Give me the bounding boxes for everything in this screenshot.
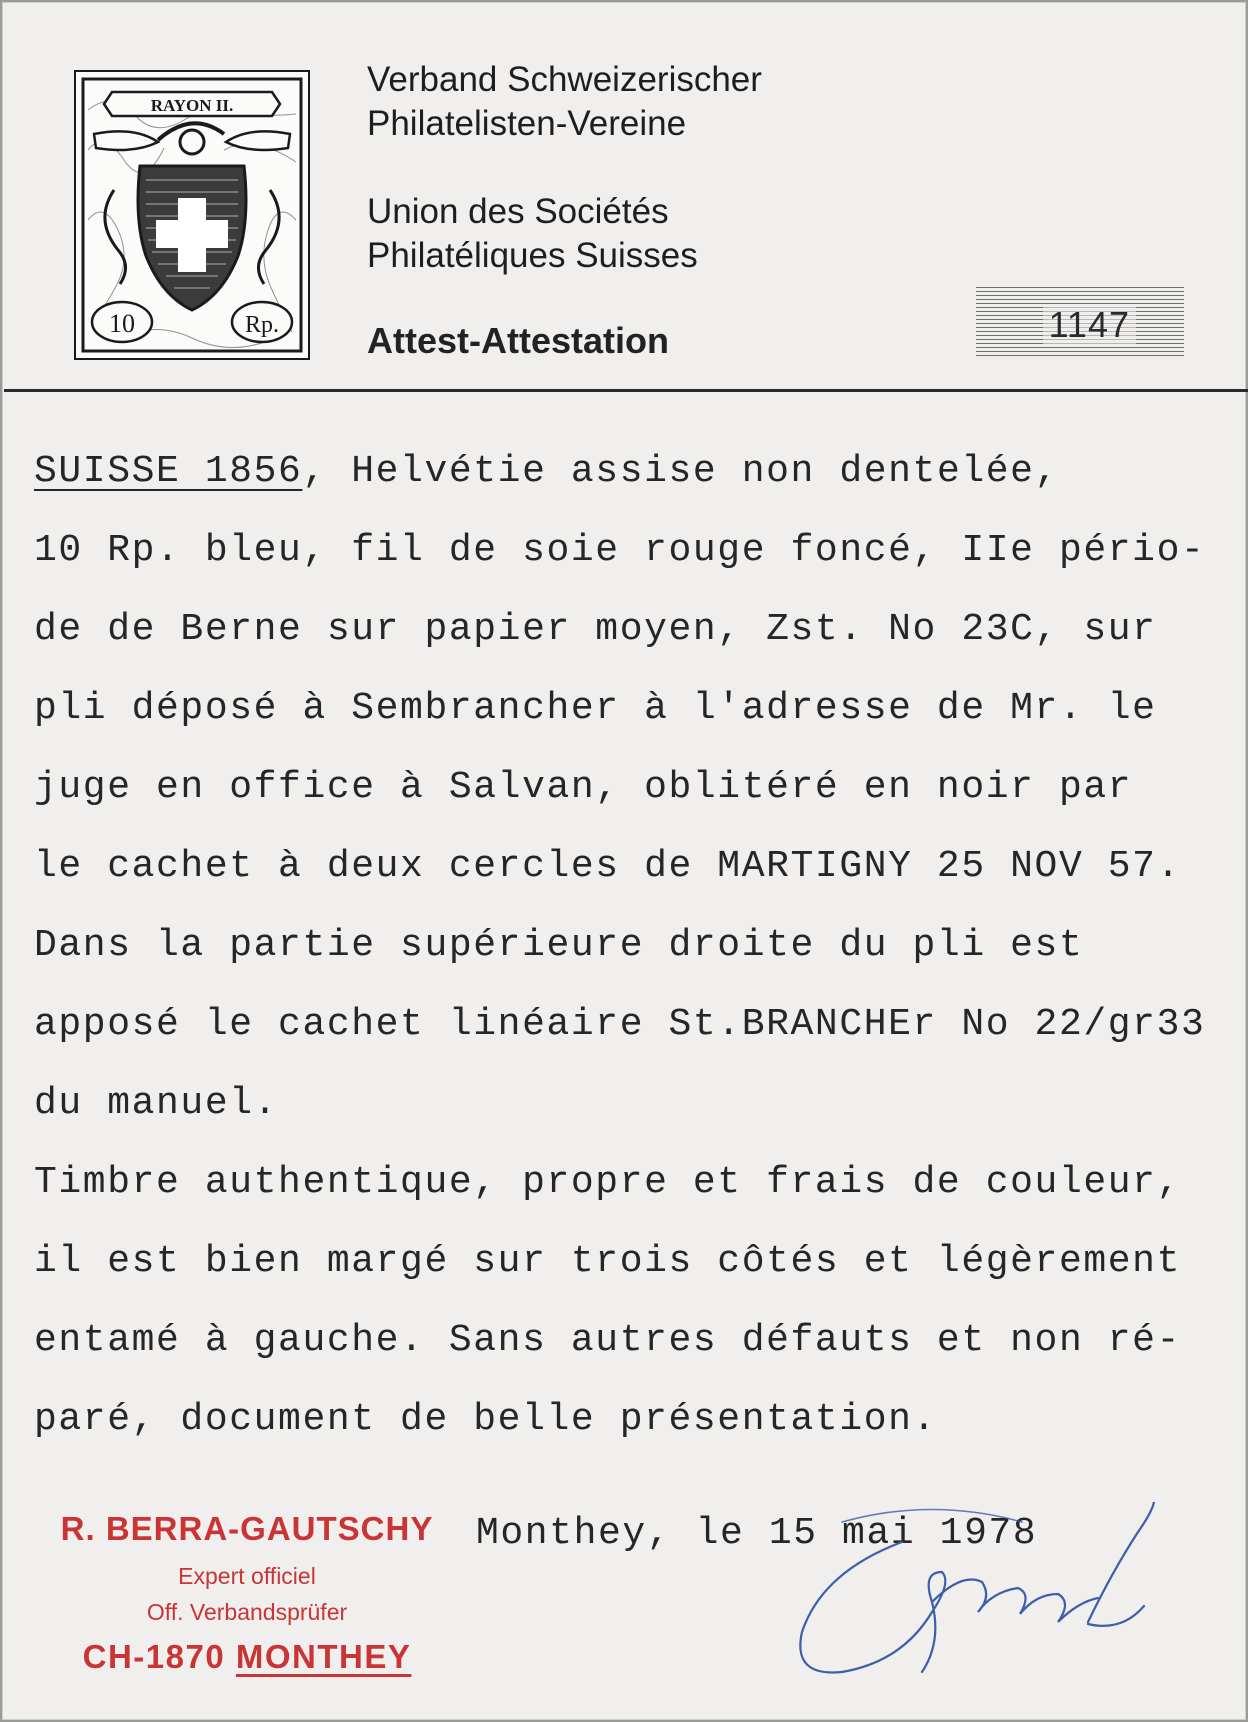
expert-title-1: Expert officiel [178, 1563, 316, 1589]
org-de-line1: Verband Schweizerischer [367, 60, 762, 99]
expert-stamp [32, 1510, 462, 1676]
rayon-stamp-image [74, 70, 310, 360]
body-line: de de Berne sur papier moyen, Zst. No 23C, sur [34, 608, 1157, 651]
certificate-number-box [976, 284, 1184, 356]
body-line: le cachet à deux cercles de MARTIGNY 25 NOV 57. [34, 845, 1181, 888]
stamp-top-label: RAYON II. [150, 96, 234, 115]
expert-address [32, 1638, 462, 1676]
body-line: juge en office à Salvan, oblitéré en noir par [34, 766, 1133, 809]
body-line: du manuel. [34, 1082, 279, 1125]
signature [782, 1502, 1202, 1702]
stamp-value-left: 10 [109, 309, 135, 338]
expert-name: R. BERRA-GAUTSCHY [60, 1510, 434, 1547]
body-heading: SUISSE 1856 [34, 450, 303, 493]
signature-scribble [782, 1502, 1202, 1702]
place-date: Monthey, le 15 mai 1978 [476, 1512, 1038, 1555]
body-line: il est bien margé sur trois côtés et légèrement [34, 1240, 1181, 1283]
attest-title: Attest-Attestation [367, 320, 669, 361]
org-fr-line1: Union des Sociétés [367, 192, 669, 231]
body-line: Timbre authentique, propre et frais de couleur, [34, 1161, 1181, 1204]
body-line: apposé le cachet linéaire St.BRANCHEr No 22/gr33 [34, 1003, 1206, 1046]
stamp-value-right: Rp. [244, 312, 280, 338]
org-fr-line2: Philatéliques Suisses [367, 236, 698, 275]
body-line-text: , Helvétie assise non dentelée, [302, 450, 1059, 493]
body-line: 10 Rp. bleu, fil de soie rouge foncé, IIe pério- [34, 529, 1206, 572]
expert-postcode: CH-1870 [82, 1638, 236, 1675]
org-de-line2: Philatelisten-Vereine [367, 104, 687, 143]
header-divider [4, 389, 1248, 392]
certificate-sheet [2, 2, 1246, 1720]
certificate-number: 1147 [1043, 304, 1136, 346]
certificate-body [34, 432, 1234, 1459]
stamp-illustration [74, 70, 310, 360]
body-line [34, 432, 1234, 511]
body-line: paré, document de belle présentation. [34, 1398, 937, 1441]
body-line: pli déposé à Sembrancher à l'adresse de Mr. le [34, 687, 1157, 730]
organization-header [367, 58, 762, 278]
expert-city: MONTHEY [235, 1638, 412, 1675]
body-line: Dans la partie supérieure droite du pli est [34, 924, 1084, 967]
expert-title-2: Off. Verbandsprüfer [146, 1599, 348, 1625]
body-line: entamé à gauche. Sans autres défauts et non ré- [34, 1319, 1181, 1362]
